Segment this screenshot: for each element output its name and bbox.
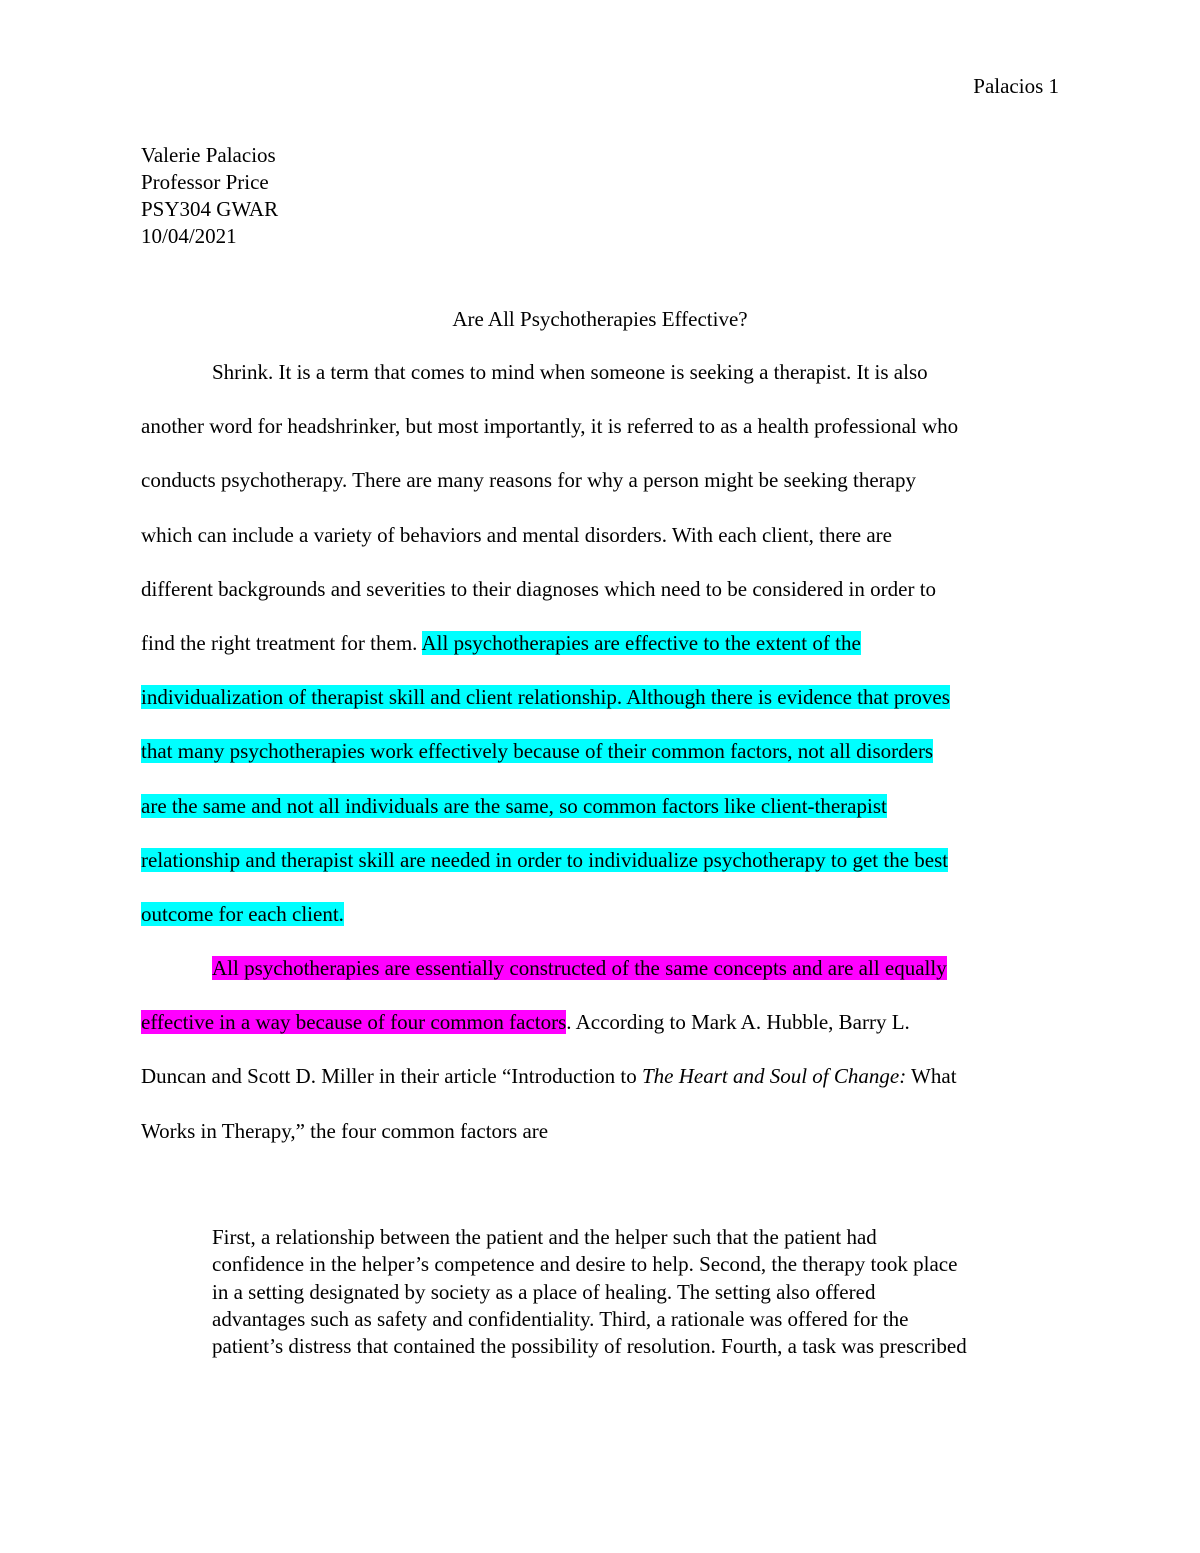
- paragraph-line: [141, 616, 1059, 670]
- paragraph-line: [141, 941, 1059, 995]
- paragraph-line: [141, 833, 1059, 887]
- thesis-highlight: are the same and not all individuals are the same, so common factors like client-therapist: [141, 793, 887, 818]
- paragraph-line: conducts psychotherapy. There are many reasons for why a person might be seeking therapy: [141, 468, 917, 493]
- instructor-name: Professor Price: [141, 170, 269, 194]
- paragraph-line: different backgrounds and severities to their diagnoses which need to be considered in order to: [141, 576, 937, 601]
- course-name: PSY304 GWAR: [141, 197, 279, 221]
- paragraph-line: [141, 1049, 1059, 1103]
- paper-title: Are All Psychotherapies Effective?: [452, 307, 748, 331]
- date: 10/04/2021: [141, 224, 237, 248]
- paragraph-line: another word for headshrinker, but most importantly, it is referred to as a health professional who: [141, 414, 959, 439]
- plain-text: Duncan and Scott D. Miller in their article “Introduction to: [141, 1064, 642, 1089]
- paragraph-line: Shrink. It is a term that comes to mind when someone is seeking a therapist. It is also: [212, 360, 928, 384]
- thesis-highlight: individualization of therapist skill and client relationship. Although there is evidence that proves: [141, 685, 950, 710]
- paragraph-line: [141, 779, 1059, 833]
- quote-line: First, a relationship between the patient and the helper such that the patient had: [212, 1225, 877, 1249]
- heading-block: [141, 142, 278, 250]
- quote-line: confidence in the helper’s competence and desire to help. Second, the therapy took place: [212, 1252, 958, 1277]
- paragraph-line: [141, 887, 1059, 941]
- topic-sentence-highlight: All psychotherapies are essentially constructed of the same concepts and are all equally: [212, 956, 947, 980]
- paragraph-line: [141, 995, 1059, 1049]
- thesis-highlight: outcome for each client.: [141, 901, 344, 926]
- paragraph-line: Works in Therapy,” the four common factors are: [141, 1118, 549, 1143]
- author-name: Valerie Palacios: [141, 143, 276, 167]
- thesis-highlight: All psychotherapies are effective to the extent of the: [421, 630, 861, 655]
- thesis-highlight: relationship and therapist skill are needed in order to individualize psychotherapy to get the best: [141, 847, 949, 872]
- plain-text: find the right treatment for them.: [141, 630, 422, 655]
- quote-line: advantages such as safety and confidentiality. Third, a rationale was offered for the: [212, 1306, 909, 1331]
- paragraph-line: [141, 724, 1059, 778]
- plain-text: . According to Mark A. Hubble, Barry L.: [566, 1010, 910, 1035]
- paragraph-line: which can include a variety of behaviors and mental disorders. With each client, there are: [141, 522, 892, 547]
- block-quote: [212, 1224, 1072, 1360]
- topic-sentence-highlight: effective in a way because of four common factors: [141, 1010, 567, 1035]
- quote-line: patient’s distress that contained the possibility of resolution. Fourth, a task was prescribed: [212, 1334, 967, 1359]
- plain-text: What: [906, 1064, 957, 1089]
- paragraph-line: [141, 670, 1059, 724]
- quote-line: in a setting designated by society as a place of healing. The setting also offered: [212, 1279, 876, 1304]
- paragraph-2: [141, 941, 1059, 1158]
- thesis-highlight: that many psychotherapies work effectively because of their common factors, not all disorders: [141, 739, 934, 764]
- running-head: Palacios 1: [973, 74, 1059, 98]
- paragraph-1: [141, 345, 1059, 941]
- book-title: The Heart and Soul of Change:: [641, 1064, 907, 1089]
